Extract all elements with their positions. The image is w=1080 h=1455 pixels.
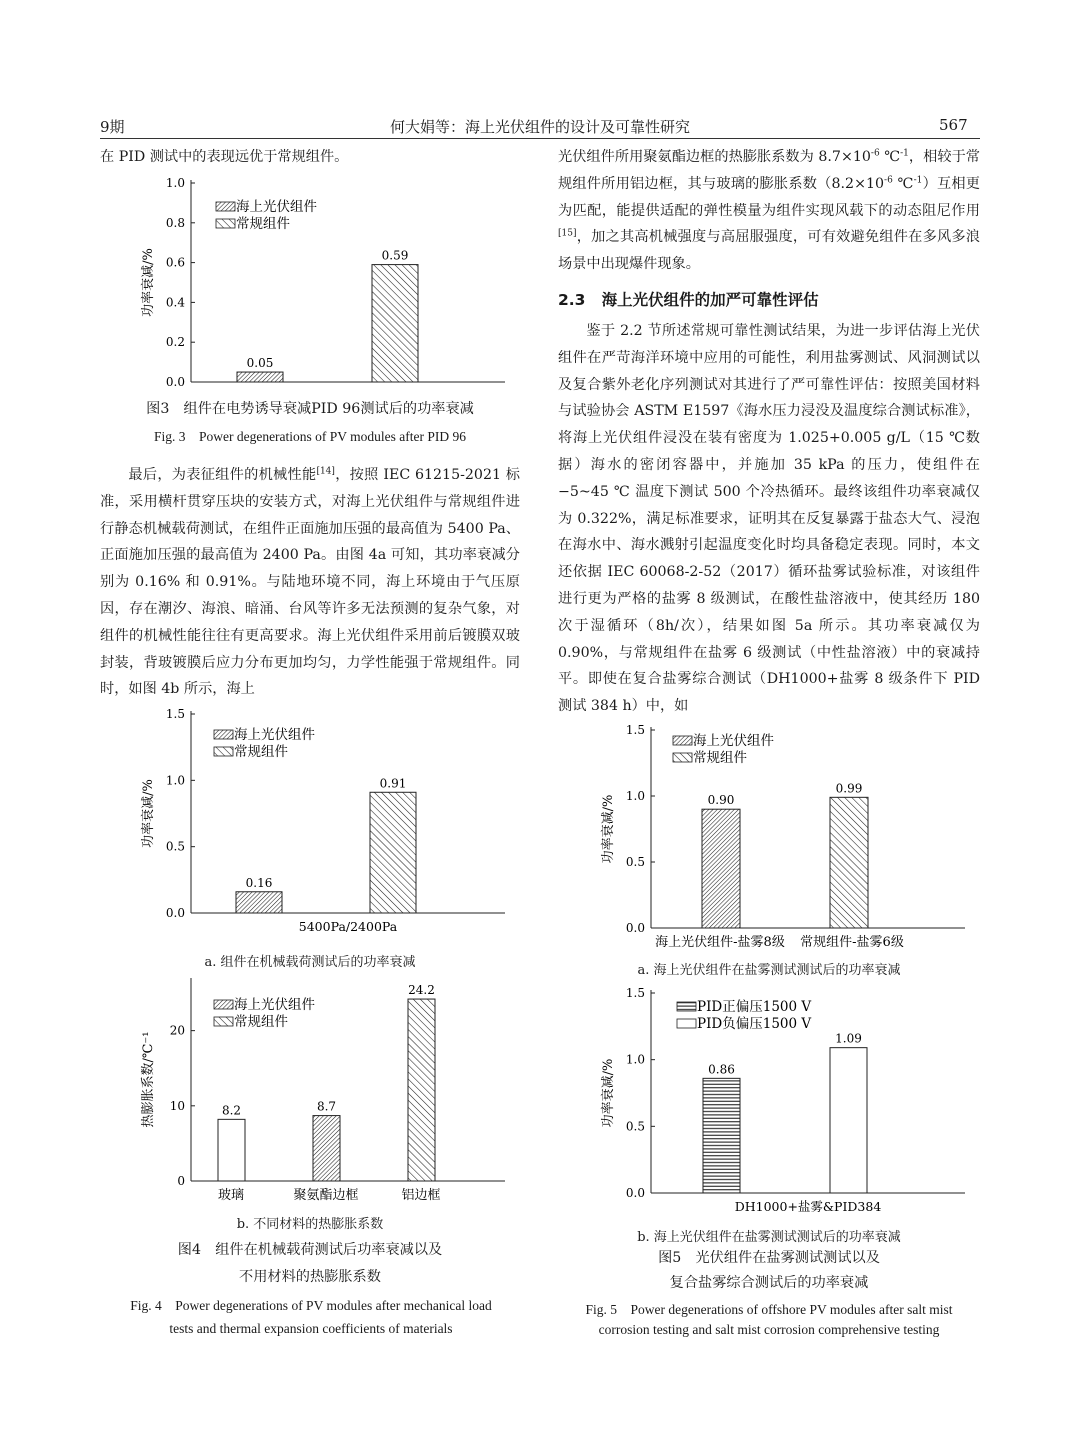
legend-swatch [216,219,235,228]
bar-value-label: 0.59 [381,248,409,263]
fig4a-chart [130,704,510,944]
y-tick-label: 0 [177,1174,185,1188]
right-reliability-paragraph: 鉴于 2.2 节所述常规可靠性测试结果，为进一步评估海上光伏组件在严苛海洋环境中应用的可能性，利用盐雾测试、风洞测试以及复合紫外老化序列测试对其进行了严可靠性评估：按照美国材料与试验协会 ASTM E1597《海水压力浸没及温度综合测试标准》，将海上光伏组件浸没在装有密度为 1.025+0.005 g/L（15 ℃数据）海水的密闭容器中，并施加 35 kPa 的压力，使组件在 −5~45 ℃ 温度下测试 500 个冷热循环。最终该组件功率衰减仅为 0.322%，满足标准要求，证明其在反复暴露于盐态大气、浸泡在海水中、海水溅射引起温度变化时均具备稳定表现。同时，本文还依据 IEC 60068-2-52（2017）循环盐雾试验标准，对该组件进行更为严格的盐雾 8 级测试，在酸性盐溶液中，使其经历 180 次于湿循环（8h/次），结果如图 5a 所示。其功率衰减仅为 0.90%，与常规组件在盐雾 6 级测试（中性盐溶液）中的衰减持平。即使在复合盐雾综合测试（DH1000+盐雾 8 级条件下 PID 测试 384 h）中，如 [558,323,980,715]
x-category-label: 玻璃 [217,1188,245,1203]
header-rule [100,138,980,139]
legend-label: 常规组件 [693,750,747,766]
y-axis-label: 热膨胀系数/℃⁻¹ [141,1031,156,1128]
legend-label: 海上光伏组件 [234,997,315,1013]
y-tick-label: 0.5 [625,1119,645,1134]
x-axis-label: DH1000+盐雾&PID384 [734,1199,882,1214]
legend-label: 常规组件 [236,216,290,232]
x-category-label: 常规组件-盐雾6级 [800,935,904,950]
bar [313,1116,340,1181]
citation-14: [14] [316,466,335,477]
legend-swatch [214,730,233,739]
fig4-caption-cn-1: 图4 组件在机械载荷测试后功率衰减以及 [177,1242,443,1258]
x-category-label: 聚氨酯边框 [293,1188,359,1203]
y-tick-label: 20 [169,1023,185,1038]
y-tick-label: 0.0 [625,921,645,935]
y-axis-label: 功率衰减/% [601,794,616,864]
bar-value-label: 0.91 [379,776,407,791]
fig3-caption-en: Fig. 3 Power degenerations of PV modules after PID 96 [153,429,467,444]
y-tick-label: 0.8 [165,215,185,230]
bar [370,792,416,913]
y-tick-label: 10 [169,1098,185,1113]
bar-value-label: 0.90 [707,793,735,808]
fig5b-subcaption: b. 海上光伏组件在盐雾测试测试后的功率衰减 [637,1230,901,1245]
legend-label: PID负偏压1500 V [697,1016,812,1032]
y-tick-label: 0.5 [625,855,645,869]
x-category-label: 铝边框 [401,1188,441,1203]
bar-value-label: 0.86 [708,1062,735,1077]
bar [218,1119,245,1181]
y-tick-label: 0.6 [165,255,185,270]
bar-value-label: 24.2 [408,983,435,998]
fig4-caption-cn-2: 不用材料的热膨胀系数 [239,1269,381,1285]
y-tick-label: 0.2 [165,335,185,350]
bar [237,372,283,382]
legend-swatch [677,1019,696,1028]
bar-value-label: 0.16 [245,875,273,890]
fig3-chart [130,170,510,392]
fig5-caption-en-1: Fig. 5 Power degenerations of offshore PV modules after salt mist [585,1302,953,1317]
bar-value-label: 0.05 [246,356,274,371]
y-tick-label: 0.5 [165,839,185,854]
fig5-caption-cn-2: 复合盐雾综合测试后的功率衰减 [669,1275,869,1291]
x-axis-label: 5400Pa/2400Pa [298,919,398,934]
legend-label: 海上光伏组件 [234,727,315,743]
page-number: 567 [939,116,968,134]
bar [830,797,868,928]
fig5a-chart [590,720,970,952]
y-tick-label: 1.5 [165,707,185,721]
fig5a-subcaption: a. 海上光伏组件在盐雾测试测试后的功率衰减 [637,963,901,978]
y-tick-label: 1.0 [165,773,185,788]
bar-value-label: 1.09 [835,1031,862,1046]
legend-swatch [677,1002,696,1011]
issue-number: 9期 [100,118,125,136]
legend-swatch [673,736,692,745]
legend-swatch [673,753,692,762]
legend-label: 常规组件 [234,1014,288,1030]
bar-value-label: 8.7 [316,1099,337,1114]
fig5-caption-en-2: corrosion testing and salt mist corrosion comprehensive testing [598,1322,940,1337]
fig5-caption-cn-1: 图5 光伏组件在盐雾测试测试以及 [658,1250,880,1266]
y-tick-label: 1.0 [165,176,185,190]
bar-value-label: 0.99 [835,781,863,796]
bar [236,892,282,913]
bar [703,1078,740,1193]
fig4b-subcaption: b. 不同材料的热膨胀系数 [236,1217,384,1232]
y-tick-label: 0.0 [625,1186,645,1200]
legend-swatch [214,747,233,756]
fig3-caption-cn: 图3 组件在电势诱导衰减PID 96测试后的功率衰减 [146,401,474,417]
x-category-label: 海上光伏组件-盐雾8级 [655,935,785,950]
y-axis-label: 功率衰减/% [141,779,156,848]
y-tick-label: 0.0 [165,906,185,920]
y-tick-label: 1.0 [625,1052,645,1067]
running-title: 何大娟等：海上光伏组件的设计及可靠性研究 [389,118,690,136]
legend-label: 海上光伏组件 [236,199,317,215]
bar [830,1048,867,1193]
y-tick-label: 1.5 [625,986,645,1000]
legend-swatch [216,202,235,211]
legend-swatch [214,1000,233,1009]
bar [372,265,418,382]
y-tick-label: 1.0 [625,789,645,803]
fig4a-subcaption: a. 组件在机械载荷测试后的功率衰减 [204,955,416,970]
y-axis-label: 功率衰减/% [141,248,156,317]
legend-swatch [214,1017,233,1026]
left-mechanical-paragraph: 最后，为表征组件的机械性能[14]，按照 IEC 61215-2021 标准，采用横杆贯穿压块的安装方式，对海上光伏组件与常规组件进行静态机械载荷测试，在组件正面施加压强的最高值为 5400 Pa、正面施加压强的最高值为 2400 Pa。由图 4a 可知，其功率衰减分别为 0.16% 和 0.91%。与陆地环境不同，海上环境由于气压原因，存在潮汐、海浪、暗涌、台风等许多无法预测的复杂气象，对组件的机械性能往往有更高要求。海上光伏组件采用前后镀膜双玻封装，背玻镀膜后应力分布更加均匀，力学性能强于常规组件。同时，如图 4b 所示，海上 [100,466,520,698]
legend-label: 常规组件 [234,744,288,760]
y-tick-label: 0.0 [165,375,185,389]
citation-15: [15] [558,228,577,239]
bar-value-label: 8.2 [221,1103,242,1118]
bar [702,809,740,928]
legend-label: 海上光伏组件 [693,733,774,749]
y-tick-label: 1.5 [625,723,645,737]
y-tick-label: 0.4 [165,295,185,310]
section-heading-2-3: 2.3 海上光伏组件的加严可靠性评估 [558,291,819,309]
fig5b-chart [590,984,970,1220]
left-intro-text: 在 PID 测试中的表现远优于常规组件。 [100,149,349,165]
y-axis-label: 功率衰减/% [601,1058,616,1128]
bar [408,999,435,1181]
legend-label: PID正偏压1500 V [697,999,812,1015]
right-thermal-paragraph: 光伏组件所用聚氨酯边框的热膨胀系数为 $8.7\times 10^{-6}$ ℃$^{-1}$，相较于常规组件所用铝边框，其与玻璃的膨胀系数（$8.2\times 10^{-6}$ ℃$^{-1}$）互相更为匹配，能提供适配的弹性模量为组件实现风载下的动态阻尼作用[15]，加之其高机械强度与高屈服强度，可有效避免组件在多风多浪场景中出现爆件现象。 [558,148,980,273]
fig4-caption-en-2: tests and thermal expansion coefficients of materials [169,1321,453,1336]
fig4b-chart [130,978,510,1208]
fig4-caption-en-1: Fig. 4 Power degenerations of PV modules after mechanical load [130,1298,492,1313]
